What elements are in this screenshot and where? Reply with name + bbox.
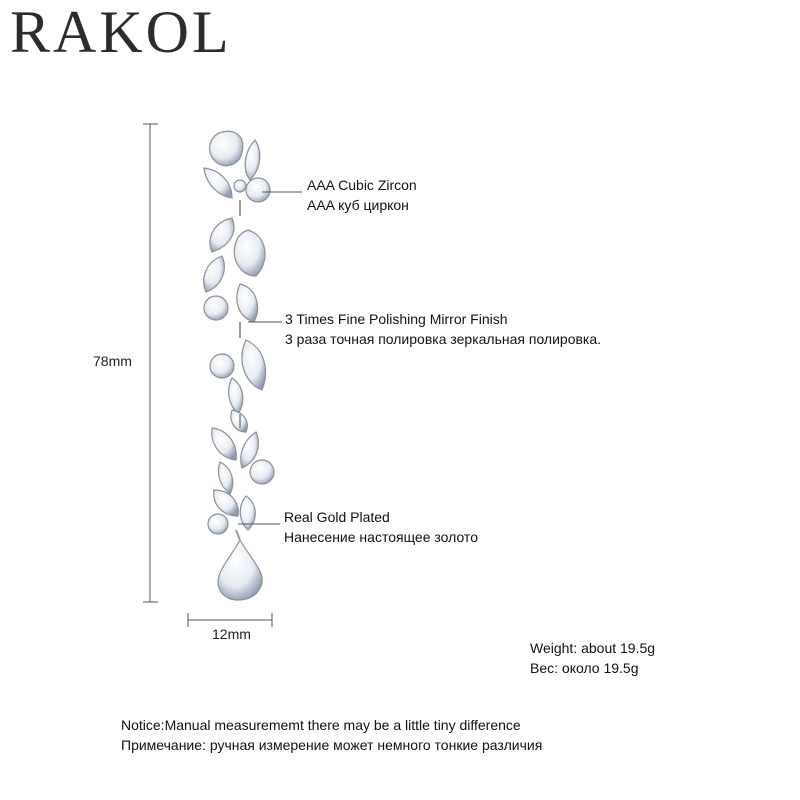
notice [121, 715, 542, 755]
callout-zircon [307, 175, 417, 215]
callout-zircon-ru: AAA куб циркон [307, 197, 409, 213]
brand-logo: RAKOL [10, 0, 232, 65]
callout-zircon-en: AAA Cubic Zircon [307, 177, 417, 193]
weight-en: Weight: about 19.5g [530, 640, 656, 656]
notice-ru: Примечание: ручная измерение может немного тонкие различия [121, 737, 543, 753]
callout-polishing [285, 309, 601, 349]
weight-info [530, 638, 655, 678]
width-dimension-label: 12mm [212, 626, 251, 642]
callout-polishing-en: 3 Times Fine Polishing Mirror Finish [285, 311, 508, 327]
notice-en: Notice:Manual measurememt there may be a little tiny difference [121, 717, 521, 733]
callout-gold [284, 507, 478, 547]
callout-polishing-ru: 3 раза точная полировка зеркальная полировка. [285, 331, 602, 347]
weight-ru: Вес: около 19.5g [530, 660, 639, 676]
callout-gold-ru: Нанесение настоящее золото [284, 529, 478, 545]
callout-gold-en: Real Gold Plated [284, 509, 390, 525]
height-dimension-label: 78mm [93, 353, 132, 369]
